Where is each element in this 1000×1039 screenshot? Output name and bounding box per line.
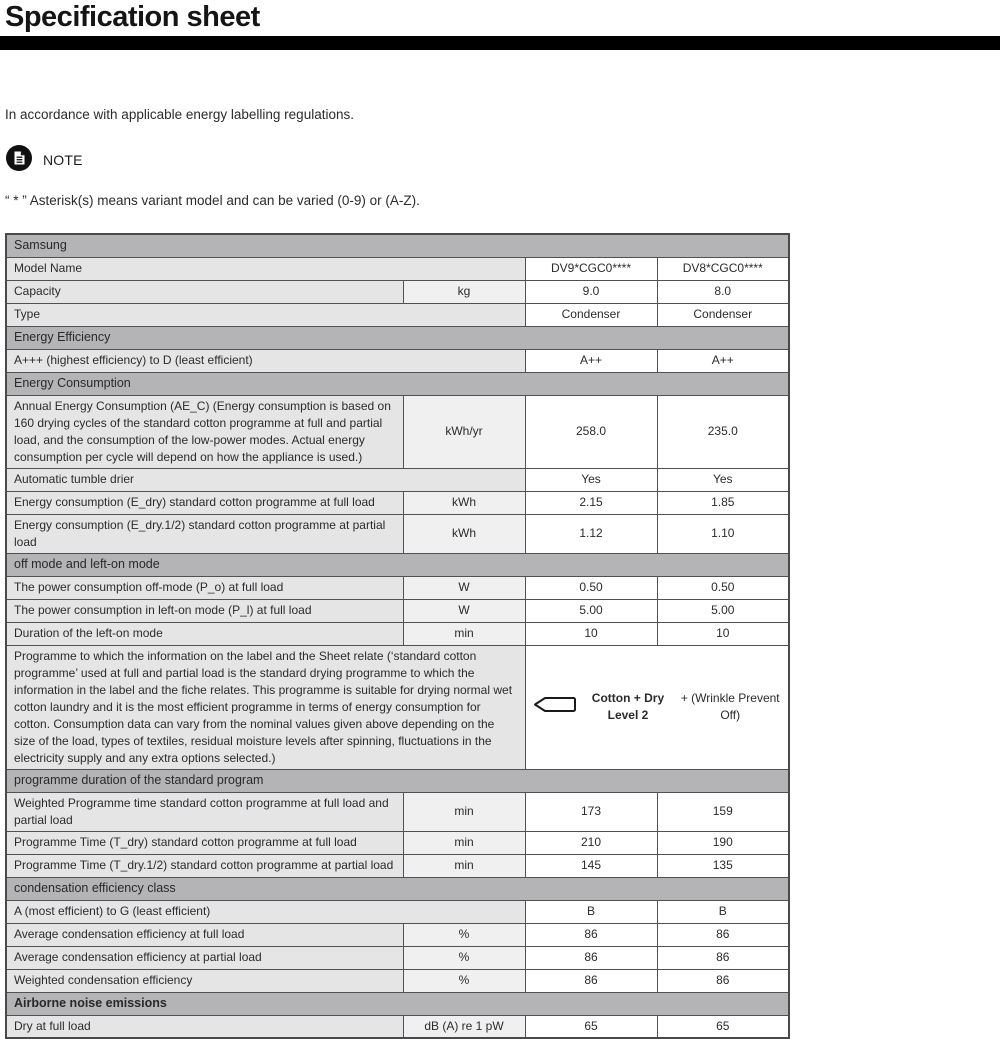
- section-header: Airborne noise emissions: [6, 992, 789, 1015]
- note-callout: [5, 146, 83, 174]
- spec-table-body: [6, 234, 789, 1038]
- spec-label: Duration of the left-on mode: [6, 622, 403, 645]
- spec-label: A+++ (highest efficiency) to D (least efficient): [6, 349, 525, 372]
- spec-label: Programme Time (T_dry) standard cotton programme at full load: [6, 831, 403, 854]
- title-rule: [0, 36, 1000, 50]
- spec-label: Capacity: [6, 280, 403, 303]
- spec-value-model1: 86: [525, 923, 657, 946]
- spec-value-model2: Yes: [657, 468, 789, 491]
- spec-value-model2: 159: [657, 792, 789, 831]
- spec-value-model1: 173: [525, 792, 657, 831]
- section-header: off mode and left-on mode: [6, 553, 789, 576]
- spec-value-model1: A++: [525, 349, 657, 372]
- spec-label: Weighted Programme time standard cotton programme at full load and partial load: [6, 792, 403, 831]
- section-row: [6, 553, 789, 576]
- spec-label: Average condensation efficiency at full load: [6, 923, 403, 946]
- spec-row: [6, 946, 789, 969]
- spec-unit: min: [403, 792, 525, 831]
- spec-row: [6, 468, 789, 491]
- page-title: Specification sheet: [5, 1, 260, 33]
- spec-label: Energy consumption (E_dry) standard cotton programme at full load: [6, 491, 403, 514]
- spec-value-model2: 1.85: [657, 491, 789, 514]
- spec-label: Model Name: [6, 257, 525, 280]
- spec-unit: dB (A) re 1 pW: [403, 1015, 525, 1038]
- spec-value-model1: 86: [525, 969, 657, 992]
- spec-value-model1: 5.00: [525, 599, 657, 622]
- spec-value-model2: 65: [657, 1015, 789, 1038]
- spec-value-model2: 0.50: [657, 576, 789, 599]
- programme-description: Programme to which the information on the label and the Sheet relate (‘standard cotton programme’ used at full and partial load is the standard drying programme to which the information in the label and the fiche relates. This programme is suitable for drying normal wet cotton laundry and it is the most efficient programme in terms of energy consumption for cotton. Consumption data can vary from the nominal values given above depending on the size of the load, types of textiles, residual moisture levels after spinning, fluctuations in the electricity supply and any extra options selected.): [6, 645, 525, 769]
- section-row: [6, 326, 789, 349]
- section-row: [6, 372, 789, 395]
- section-header: programme duration of the standard program: [6, 769, 789, 792]
- section-row: [6, 992, 789, 1015]
- section-row: [6, 769, 789, 792]
- spec-value-model1: 210: [525, 831, 657, 854]
- spec-row: [6, 349, 789, 372]
- spec-row: [6, 792, 789, 831]
- spec-value-model2: 86: [657, 923, 789, 946]
- spec-label: A (most efficient) to G (least efficient): [6, 900, 525, 923]
- spec-row: [6, 576, 789, 599]
- programme-value: [525, 645, 789, 769]
- spec-value-model1: 65: [525, 1015, 657, 1038]
- spec-label: The power consumption off-mode (P_o) at full load: [6, 576, 403, 599]
- spec-value-model1: 2.15: [525, 491, 657, 514]
- spec-value-model1: 0.50: [525, 576, 657, 599]
- spec-row: [6, 969, 789, 992]
- spec-value-model1: 1.12: [525, 514, 657, 553]
- spec-label: The power consumption in left-on mode (P_l) at full load: [6, 599, 403, 622]
- spec-value-model2: A++: [657, 349, 789, 372]
- spec-value-model2: B: [657, 900, 789, 923]
- spec-row: [6, 622, 789, 645]
- spec-value-model1: 258.0: [525, 395, 657, 468]
- spec-value-model2: 5.00: [657, 599, 789, 622]
- intro-text: In accordance with applicable energy labelling regulations.: [5, 107, 354, 122]
- spec-row: [6, 854, 789, 877]
- spec-unit: kWh: [403, 491, 525, 514]
- spec-row: [6, 514, 789, 553]
- spec-value-model2: Condenser: [657, 303, 789, 326]
- section-row: [6, 877, 789, 900]
- section-header: Energy Efficiency: [6, 326, 789, 349]
- spec-unit: W: [403, 576, 525, 599]
- spec-unit: %: [403, 969, 525, 992]
- section-header: Samsung: [6, 234, 789, 257]
- spec-value-model2: 10: [657, 622, 789, 645]
- spec-value-model1: Condenser: [525, 303, 657, 326]
- cotton-programme-tag-icon: [533, 696, 577, 718]
- spec-table: [5, 233, 790, 1039]
- spec-row: [6, 1015, 789, 1038]
- spec-unit: min: [403, 854, 525, 877]
- spec-value-model2: DV8*CGC0****: [657, 257, 789, 280]
- spec-value-model1: 86: [525, 946, 657, 969]
- spec-label: Energy consumption (E_dry.1/2) standard cotton programme at partial load: [6, 514, 403, 553]
- spec-unit: %: [403, 946, 525, 969]
- spec-value-model1: DV9*CGC0****: [525, 257, 657, 280]
- spec-label: Weighted condensation efficiency: [6, 969, 403, 992]
- spec-unit: W: [403, 599, 525, 622]
- spec-row: [6, 831, 789, 854]
- spec-unit: min: [403, 622, 525, 645]
- spec-value-model2: 1.10: [657, 514, 789, 553]
- spec-row: [6, 280, 789, 303]
- section-header: condensation efficiency class: [6, 877, 789, 900]
- spec-row: [6, 303, 789, 326]
- spec-row: [6, 395, 789, 468]
- spec-unit: min: [403, 831, 525, 854]
- spec-unit: kWh/yr: [403, 395, 525, 468]
- programme-option: + (Wrinkle Prevent Off): [680, 691, 780, 722]
- spec-value-model2: 86: [657, 969, 789, 992]
- spec-row: [6, 900, 789, 923]
- spec-value-model2: 8.0: [657, 280, 789, 303]
- section-header: Energy Consumption: [6, 372, 789, 395]
- spec-value-model2: 235.0: [657, 395, 789, 468]
- spec-label: Programme Time (T_dry.1/2) standard cotton programme at partial load: [6, 854, 403, 877]
- spec-value-model1: B: [525, 900, 657, 923]
- asterisk-note: “ * ” Asterisk(s) means variant model and can be varied (0-9) or (A-Z).: [5, 193, 420, 208]
- section-row: [6, 234, 789, 257]
- spec-row: [6, 599, 789, 622]
- spec-value-model1: 145: [525, 854, 657, 877]
- spec-unit: kWh: [403, 514, 525, 553]
- note-label: NOTE: [43, 152, 83, 168]
- spec-row: [6, 923, 789, 946]
- spec-value-model2: 135: [657, 854, 789, 877]
- spec-unit: %: [403, 923, 525, 946]
- programme-name: Cotton + Dry Level 2: [591, 691, 665, 722]
- spec-value-model1: 10: [525, 622, 657, 645]
- spec-label: Average condensation efficiency at partial load: [6, 946, 403, 969]
- spec-label: Dry at full load: [6, 1015, 403, 1038]
- programme-row: [6, 645, 789, 769]
- spec-value-model2: 86: [657, 946, 789, 969]
- spec-unit: kg: [403, 280, 525, 303]
- note-icon: [5, 144, 33, 177]
- spec-label: Type: [6, 303, 525, 326]
- spec-row: [6, 491, 789, 514]
- spec-row: [6, 257, 789, 280]
- spec-value-model1: 9.0: [525, 280, 657, 303]
- spec-value-model2: 190: [657, 831, 789, 854]
- spec-label: Annual Energy Consumption (AE_C) (Energy consumption is based on 160 drying cycles of the standard cotton programme at full and partial load, and the consumption of the low-power modes. Actual energy consumption per cycle will depend on how the appliance is used.): [6, 395, 403, 468]
- spec-label: Automatic tumble drier: [6, 468, 525, 491]
- spec-value-model1: Yes: [525, 468, 657, 491]
